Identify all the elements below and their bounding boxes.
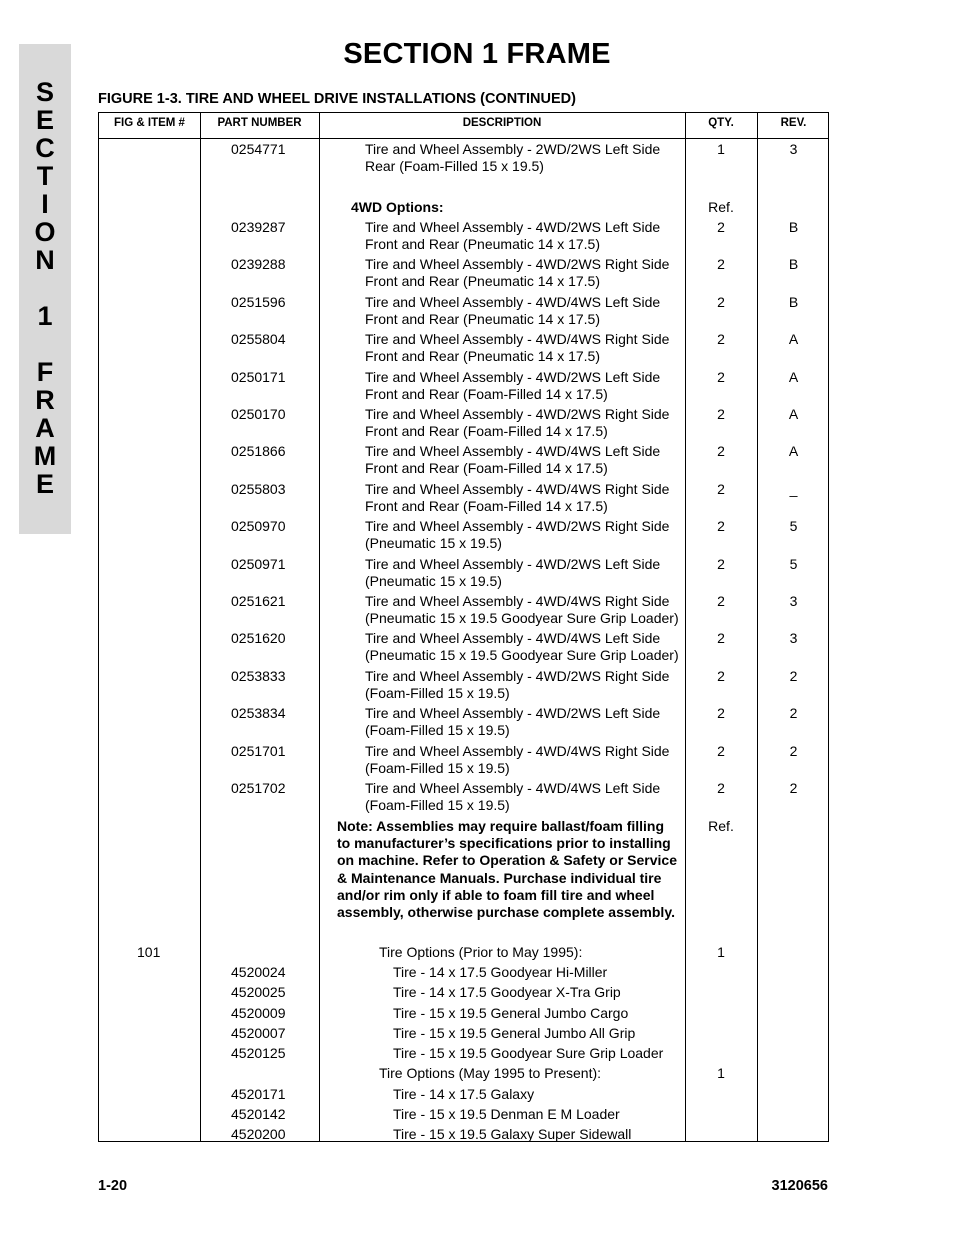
description-cell [365, 668, 685, 702]
description-line: (Pneumatic 15 x 19.5 Goodyear Sure Grip Loader) [365, 610, 679, 627]
part-number-cell: 0251596 [231, 294, 286, 310]
description-cell [351, 199, 671, 216]
parts-table [98, 112, 829, 1142]
qty-cell: 2 [717, 481, 725, 497]
part-number-cell: 4520171 [231, 1086, 286, 1102]
rev-cell: 2 [789, 780, 798, 796]
rev-cell: 2 [789, 743, 798, 759]
qty-cell: 2 [717, 406, 725, 422]
description-cell [365, 294, 685, 328]
rev-cell: B [788, 219, 799, 235]
description-cell [393, 1045, 713, 1062]
description-line: Front and Rear (Foam-Filled 14 x 17.5) [365, 460, 608, 477]
qty-cell: 2 [717, 256, 725, 272]
description-line: Tire - 14 x 17.5 Goodyear X-Tra Grip [393, 984, 621, 1000]
part-number-cell: 4520009 [231, 1005, 286, 1021]
description-line: Tire and Wheel Assembly - 4WD/4WS Right Side [365, 593, 670, 609]
part-number-cell: 0251621 [231, 593, 286, 609]
description-line: Tire - 15 x 19.5 Denman E M Loader [393, 1106, 620, 1122]
description-line: Tire and Wheel Assembly - 4WD/4WS Left Side [365, 443, 661, 459]
side-tab-letter: M [33, 441, 57, 471]
side-tab-letter: A [35, 413, 55, 443]
part-number-cell: 0239287 [231, 219, 286, 235]
description-cell [365, 518, 685, 552]
description-cell [379, 944, 699, 961]
description-line: Tire - 15 x 19.5 General Jumbo All Grip [393, 1025, 636, 1041]
description-line: Tire and Wheel Assembly - 4WD/4WS Left Side [365, 630, 661, 646]
rev-cell: 2 [789, 705, 798, 721]
description-line: Tire and Wheel Assembly - 4WD/4WS Right Side [365, 743, 670, 759]
qty-cell: Ref. [708, 818, 734, 834]
rev-cell: A [788, 443, 799, 459]
part-number-cell: 0254771 [231, 141, 286, 157]
description-line: Tire and Wheel Assembly - 4WD/4WS Left Side [365, 294, 661, 310]
part-number-cell: 4520142 [231, 1106, 286, 1122]
part-number-cell: 0255804 [231, 331, 286, 347]
description-line: Front and Rear (Pneumatic 14 x 17.5) [365, 348, 601, 365]
description-line: (Pneumatic 15 x 19.5) [365, 573, 502, 590]
rev-cell: 2 [789, 668, 798, 684]
rev-cell: 3 [789, 593, 798, 609]
page-number: 1-20 [98, 1178, 128, 1194]
part-number-cell: 0251866 [231, 443, 286, 459]
rev-cell: 3 [789, 630, 798, 646]
figure-title: FIGURE 1-3. TIRE AND WHEEL DRIVE INSTALLATIONS (CONTINUED) [98, 91, 576, 107]
rev-cell: 5 [789, 556, 798, 572]
description-cell [365, 705, 685, 739]
part-number-cell: 0251701 [231, 743, 286, 759]
part-number-cell: 4520125 [231, 1045, 286, 1061]
description-line: and/or rim only if able to foam fill tire and wheel [337, 886, 655, 903]
side-tab-letter: R [35, 385, 55, 415]
column-divider [319, 113, 320, 1141]
part-number-cell: 4520024 [231, 964, 286, 980]
section-side-tab [19, 44, 71, 534]
description-cell [393, 1106, 713, 1123]
part-number-cell: 0250170 [231, 406, 286, 422]
description-line: Front and Rear (Pneumatic 14 x 17.5) [365, 311, 601, 328]
side-tab-letter: S [35, 77, 54, 107]
description-line: assembly, otherwise purchase complete assembly. [337, 904, 675, 921]
part-number-cell: 0251620 [231, 630, 286, 646]
description-cell [393, 1005, 713, 1022]
description-cell [365, 369, 685, 403]
qty-cell: 2 [717, 668, 725, 684]
description-line: Tire - 15 x 19.5 Galaxy Super Sidewall [393, 1126, 632, 1142]
description-cell [393, 1126, 713, 1143]
side-tab-letter: 1 [37, 301, 53, 331]
description-line: (Foam-Filled 15 x 19.5) [365, 760, 510, 777]
rev-cell: 5 [789, 518, 798, 534]
description-line: Front and Rear (Foam-Filled 14 x 17.5) [365, 423, 608, 440]
rev-cell: B [788, 256, 799, 272]
description-cell [393, 1086, 713, 1103]
description-cell [393, 1025, 713, 1042]
header-part-number: PART NUMBER [217, 117, 302, 129]
part-number-cell: 0253834 [231, 705, 286, 721]
qty-cell: 2 [717, 705, 725, 721]
qty-cell: 2 [717, 556, 725, 572]
description-line: Tire and Wheel Assembly - 4WD/2WS Right Side [365, 518, 670, 534]
side-tab-letter: C [35, 133, 55, 163]
description-line: (Foam-Filled 15 x 19.5) [365, 797, 510, 814]
description-line: Tire and Wheel Assembly - 4WD/2WS Left Side [365, 705, 661, 721]
description-line: Tire Options (Prior to May 1995): [379, 944, 583, 960]
qty-cell: 2 [717, 219, 725, 235]
description-cell [365, 256, 685, 290]
part-number-cell: 0250971 [231, 556, 286, 572]
qty-cell: 2 [717, 369, 725, 385]
description-line: on machine. Refer to Operation & Safety or Service [337, 852, 677, 869]
fig-item-cell: 101 [137, 944, 161, 960]
description-cell [365, 481, 685, 515]
description-line: (Foam-Filled 15 x 19.5) [365, 722, 510, 739]
description-line: Note: Assemblies may require ballast/foam filling [337, 818, 665, 834]
part-number-cell: 0253833 [231, 668, 286, 684]
header-divider [99, 138, 828, 139]
description-cell [365, 141, 685, 175]
header-description: DESCRIPTION [462, 117, 542, 129]
side-tab-letter: O [34, 217, 56, 247]
description-cell [365, 743, 685, 777]
rev-cell: _ [789, 481, 798, 497]
description-cell [365, 406, 685, 440]
rev-cell: B [788, 294, 799, 310]
description-line: Front and Rear (Pneumatic 14 x 17.5) [365, 236, 601, 253]
rev-cell: A [788, 369, 799, 385]
description-line: (Pneumatic 15 x 19.5) [365, 535, 502, 552]
qty-cell: 2 [717, 743, 725, 759]
description-cell [365, 443, 685, 477]
part-number-cell: 0251702 [231, 780, 286, 796]
description-cell [393, 984, 713, 1001]
qty-cell: Ref. [708, 199, 734, 215]
qty-cell: 2 [717, 331, 725, 347]
description-line: Tire - 15 x 19.5 General Jumbo Cargo [393, 1005, 629, 1021]
description-line: Front and Rear (Pneumatic 14 x 17.5) [365, 273, 601, 290]
part-number-cell: 0250171 [231, 369, 286, 385]
description-cell [337, 818, 687, 921]
side-tab-letter [19, 274, 71, 302]
header-qty: QTY. [708, 117, 734, 129]
rev-cell: A [788, 406, 799, 422]
description-cell [365, 219, 685, 253]
description-line: Tire and Wheel Assembly - 4WD/2WS Right Side [365, 406, 670, 422]
description-line: Front and Rear (Foam-Filled 14 x 17.5) [365, 498, 608, 515]
description-line: Tire and Wheel Assembly - 4WD/2WS Left Side [365, 369, 661, 385]
description-line: Tire and Wheel Assembly - 4WD/2WS Right Side [365, 256, 670, 272]
rev-cell: 3 [789, 141, 798, 157]
side-tab-letter [19, 330, 71, 358]
description-line: Tire - 14 x 17.5 Galaxy [393, 1086, 535, 1102]
side-tab-letter: I [41, 189, 49, 219]
side-tab-letter: E [35, 105, 54, 135]
description-cell [365, 331, 685, 365]
column-divider [200, 113, 201, 1141]
header-rev: REV. [780, 117, 807, 129]
description-cell [365, 780, 685, 814]
description-line: (Foam-Filled 15 x 19.5) [365, 685, 510, 702]
description-line: Tire and Wheel Assembly - 4WD/2WS Right Side [365, 668, 670, 684]
qty-cell: 2 [717, 593, 725, 609]
qty-cell: 2 [717, 518, 725, 534]
description-line: 4WD Options: [351, 199, 444, 215]
part-number-cell: 4520200 [231, 1126, 286, 1142]
side-tab-letter: N [35, 245, 55, 275]
description-line: Tire - 14 x 17.5 Goodyear Hi-Miller [393, 964, 608, 980]
qty-cell: 2 [717, 630, 725, 646]
description-line: Tire and Wheel Assembly - 2WD/2WS Left Side [365, 141, 661, 157]
qty-cell: 1 [717, 944, 725, 960]
description-line: Front and Rear (Foam-Filled 14 x 17.5) [365, 386, 608, 403]
side-tab-letter: T [36, 161, 54, 191]
part-number-cell: 4520007 [231, 1025, 286, 1041]
description-line: to manufacturer’s specifications prior to installing [337, 835, 671, 852]
qty-cell: 2 [717, 294, 725, 310]
description-line: & Maintenance Manuals. Purchase individual tire [337, 869, 662, 886]
document-number: 3120656 [771, 1178, 828, 1194]
description-line: Tire and Wheel Assembly - 4WD/4WS Left Side [365, 780, 661, 796]
header-fig-item: FIG & ITEM # [114, 117, 185, 129]
side-tab-letter: E [35, 469, 54, 499]
qty-cell: 2 [717, 443, 725, 459]
description-line: Tire and Wheel Assembly - 4WD/4WS Right Side [365, 331, 670, 347]
description-cell [379, 1065, 699, 1082]
description-line: Tire and Wheel Assembly - 4WD/2WS Left Side [365, 556, 661, 572]
description-cell [365, 556, 685, 590]
description-line: Tire Options (May 1995 to Present): [379, 1065, 602, 1081]
page-title: SECTION 1 FRAME [343, 38, 611, 70]
side-tab-letters [19, 78, 71, 498]
qty-cell: 1 [717, 141, 725, 157]
description-line: Rear (Foam-Filled 15 x 19.5) [365, 158, 544, 175]
description-line: Tire - 15 x 19.5 Goodyear Sure Grip Loader [393, 1045, 664, 1061]
description-line: (Pneumatic 15 x 19.5 Goodyear Sure Grip Loader) [365, 647, 679, 664]
qty-cell: 2 [717, 780, 725, 796]
description-line: Tire and Wheel Assembly - 4WD/4WS Right Side [365, 481, 670, 497]
description-cell [365, 630, 685, 664]
part-number-cell: 4520025 [231, 984, 286, 1000]
part-number-cell: 0255803 [231, 481, 286, 497]
part-number-cell: 0239288 [231, 256, 286, 272]
description-line: Tire and Wheel Assembly - 4WD/2WS Left Side [365, 219, 661, 235]
description-cell [393, 964, 713, 981]
side-tab-letter: F [36, 357, 54, 387]
description-cell [365, 593, 685, 627]
qty-cell: 1 [717, 1065, 725, 1081]
part-number-cell: 0250970 [231, 518, 286, 534]
rev-cell: A [788, 331, 799, 347]
